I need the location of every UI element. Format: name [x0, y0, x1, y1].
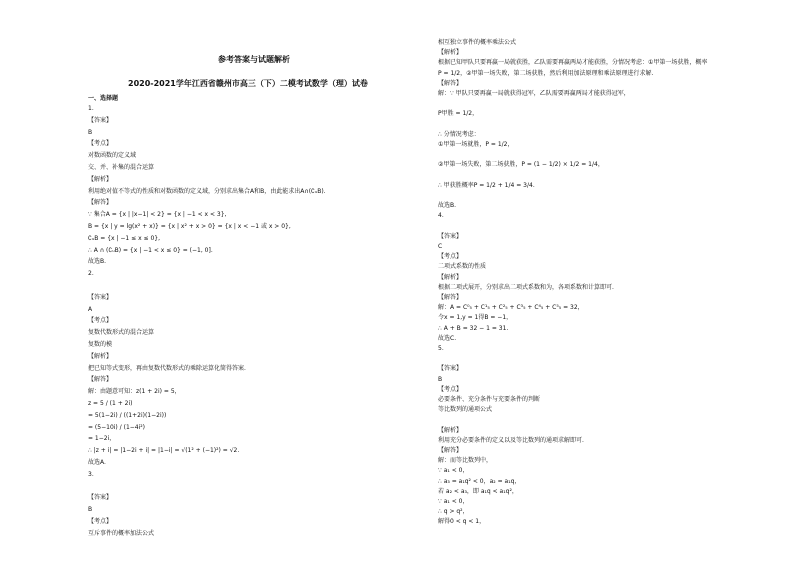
text-line: 【考点】 — [438, 253, 463, 261]
text-line: 若 a₂ < a₃，即 a₁q < a₁q²， — [438, 487, 518, 495]
text-line: 解：而等比数列中， — [438, 457, 493, 465]
text-line: 【答案】 — [88, 293, 113, 301]
text-line: ∴ 分情况考虑： — [438, 130, 480, 138]
text-line: 【解析】 — [438, 426, 463, 434]
text-line: 【考点】 — [438, 385, 463, 393]
text-line: 解：A = C⁰₅ + C¹₅ + C²₅ + C³₅ + C⁴₅ + C⁵₅ = 32， — [438, 304, 584, 312]
section-heading: 一、选择题 — [88, 95, 119, 102]
text-line: 对数函数的定义域 — [88, 152, 137, 160]
text-line: 等比数列的通项公式 — [438, 406, 493, 414]
text-line: ∵ a₁ < 0， — [438, 467, 469, 475]
text-line: P = 1/2，②甲第一场失败，第二场获胜，然后利用加法原理和乘法原理进行求解. — [438, 69, 654, 77]
text-line: 交、并、补集的混合运算 — [88, 164, 155, 171]
text-line: 【答案】 — [438, 365, 463, 373]
text-line: 根据二项式展开，分别求出二项式系数和为，各项系数和计算即可. — [438, 283, 614, 291]
text-line: 利用充分必要条件的定义以及等比数列的通项求解即可. — [438, 436, 584, 444]
text-line: 令x = 1,y = 1得B = −1， — [438, 314, 513, 322]
text-line: ∴ A ∩ (∁ᵤB) = {x | −1 < x ≤ 0} = (−1, 0]. — [88, 246, 213, 254]
text-line: A — [88, 305, 93, 313]
text-line: = (5−10i) / (1−4i²) — [88, 423, 146, 431]
text-line: z = 5 / (1 + 2i) — [88, 400, 133, 407]
text-line: ∴ a₃ = a₁q² < 0，a₂ = a₁q， — [438, 477, 521, 485]
text-line: 故选A. — [88, 459, 106, 466]
text-line: 【解答】 — [438, 294, 463, 301]
text-line: 【考点】 — [88, 317, 113, 325]
text-line: 【解答】 — [88, 376, 113, 384]
text-line: 【解析】 — [88, 175, 113, 183]
text-line: = 5(1−2i) / ((1+2i)(1−2i)) — [88, 411, 167, 419]
doc-title: 参考答案与试题解析 — [218, 55, 290, 64]
text-line: 【解答】 — [438, 447, 463, 454]
text-line: 解：∵ 甲队只要再赢一局就获得冠军，乙队需要再赢两局才能获得冠军， — [438, 90, 630, 97]
text-line: 互斥事件的概率加法公式 — [88, 529, 155, 537]
text-line: ∴ q > q²， — [438, 508, 469, 516]
text-line: 3. — [88, 470, 94, 478]
text-line: = 1−2i， — [88, 435, 116, 443]
text-line: 2. — [88, 270, 94, 278]
text-line: C — [438, 243, 443, 250]
text-line: 【答案】 — [88, 116, 113, 124]
text-line: 1. — [88, 105, 94, 112]
text-line: 【考点】 — [88, 518, 113, 525]
text-line: 5. — [438, 345, 444, 352]
text-line: 把已知等式变形，再由复数代数形式的乘除运算化简得答案. — [88, 364, 246, 372]
text-line: 解得0 < q < 1， — [438, 518, 486, 526]
text-line: 故选B. — [438, 202, 457, 210]
doc-subtitle: 2020-2021学年江西省赣州市高三（下）二模考试数学（理）试卷 — [128, 79, 368, 88]
text-line: P甲胜 = 1/2， — [438, 110, 479, 118]
text-line: ∵ a₁ < 0， — [438, 498, 469, 505]
text-line: B — [88, 506, 93, 514]
text-line: ∴ 甲获胜概率P = 1/2 + 1/4 = 3/4. — [438, 181, 535, 189]
text-line: 【解析】 — [438, 49, 463, 57]
text-line: 【解答】 — [88, 199, 113, 207]
text-line: 利用绝对值不等式的性质和对数函数的定义域，分别求出集合A和B，由此能求出A∩(∁ᵤB). — [88, 187, 326, 195]
text-line: 【解析】 — [88, 352, 113, 360]
text-line: 4. — [438, 212, 444, 220]
text-line: B — [438, 375, 443, 383]
text-line: 【答案】 — [438, 232, 463, 240]
text-line: 【解析】 — [438, 273, 463, 281]
text-line: ∵ 集合A = {x | |x−1| < 2} = {x | −1 < x < 3}, — [88, 211, 227, 219]
text-line: 相互独立事件的概率乘法公式 — [438, 39, 517, 46]
text-line: 故选C. — [438, 334, 457, 342]
text-line: 必要条件、充分条件与充要条件的判断 — [438, 396, 541, 403]
text-line: ∁ᵤB = {x | −1 ≤ x ≤ 0}, — [88, 234, 161, 242]
text-line: B — [88, 128, 93, 136]
text-line: ②甲第一场失败，第二场获胜，P = (1 − 1/2) × 1/2 = 1/4， — [438, 161, 604, 169]
text-line: 根据已知甲队只要再赢一局就获胜，乙队需要再赢两局才能获胜，分情况考虑：①甲第一场获胜，概率 — [438, 59, 708, 67]
text-line: B = {x | y = lg(x² + x)} = {x | x² + x > 0} = {x | x < −1 或 x > 0}, — [88, 223, 291, 230]
text-line: 二项式系数的性质 — [438, 263, 487, 271]
text-line: 【考点】 — [88, 140, 113, 148]
text-line: ∴ A + B = 32 − 1 = 31. — [438, 324, 509, 332]
text-line: 【解答】 — [438, 79, 463, 87]
text-line: 解：由题意可知：z(1 + 2i) = 5， — [88, 388, 181, 396]
text-line: 复数代数形式的混合运算 — [88, 329, 155, 337]
text-line: ①甲第一场就胜，P = 1/2， — [438, 141, 514, 148]
text-line: 故选B. — [88, 258, 107, 266]
text-line: 复数的模 — [88, 341, 113, 348]
text-line: 【答案】 — [88, 494, 113, 502]
text-line: ∴ |z + i| = |1−2i + i| = |1−i| = √(1² + (−1)²) = √2. — [88, 447, 240, 455]
